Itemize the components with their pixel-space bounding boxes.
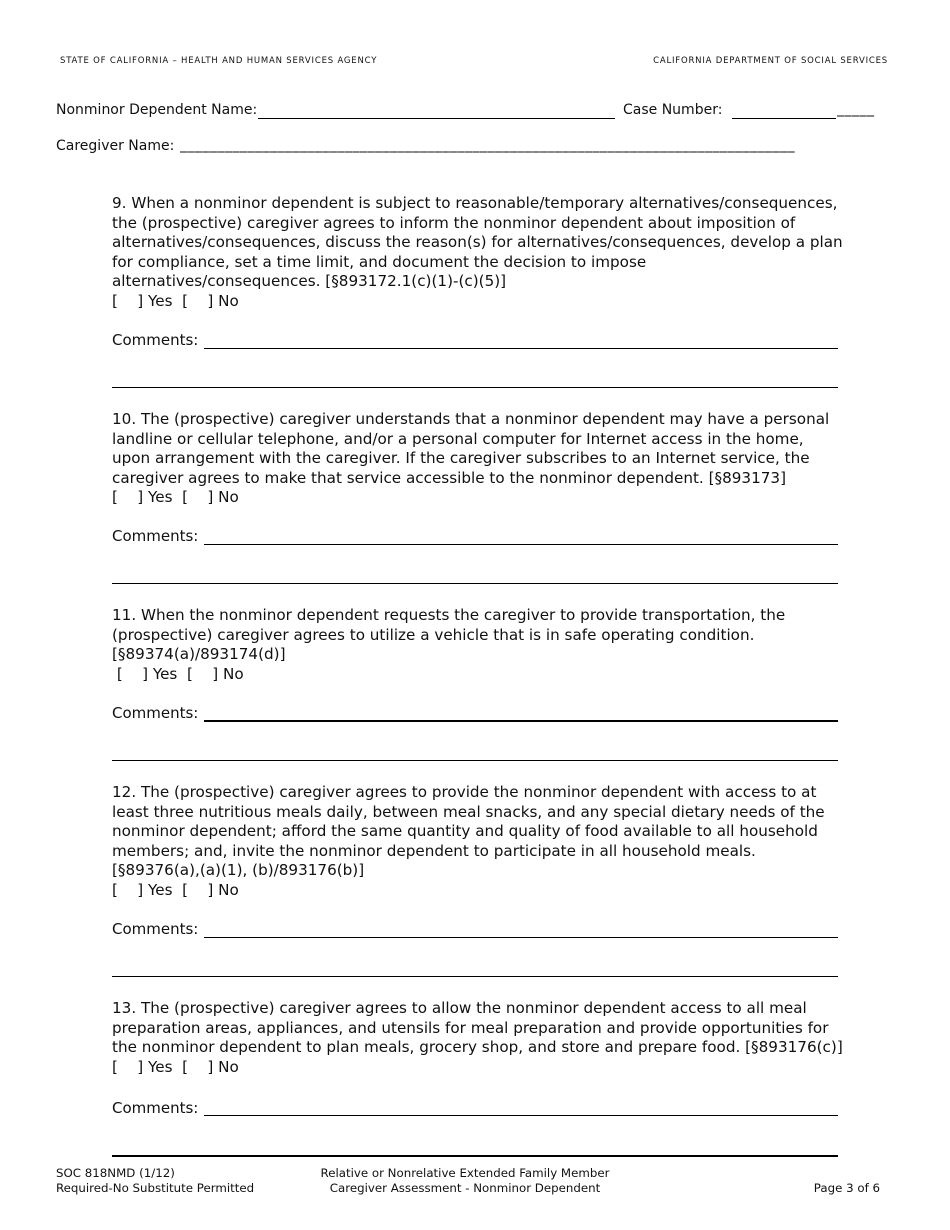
- question-text: 10. The (prospective) caregiver understands that a nonminor dependent may have a personal landline or cellular telephone, and/or a personal computer for Internet access in the home, upon arrangement with the caregiver. If the caregiver subscribes to an Internet service, the caregiver agrees to make that service accessible to the nonminor dependent. [§893173]: [112, 410, 830, 487]
- question-text: 12. The (prospective) caregiver agrees to provide the nonminor dependent with access to at least three nutritious meals daily, between meal snacks, and any special dietary needs of the nonminor dependent; afford the same quantity and quality of food available to all household members; and, invite the nonminor dependent to participate in all household meals. [§89376(a),(a)(1), (b)/893176(b)]: [112, 783, 825, 880]
- comments-field[interactable]: [204, 1115, 838, 1116]
- form-note: Required-No Substitute Permitted: [56, 1181, 255, 1195]
- caregiver-name-field[interactable]: __________________________________________________________________________________: [180, 137, 795, 153]
- footer-form-title: [300, 1166, 630, 1196]
- form-title-line-2: Caregiver Assessment - Nonminor Dependent: [329, 1181, 601, 1195]
- comments-label: Comments:: [112, 527, 199, 545]
- question-12: [112, 783, 844, 901]
- comments-field-line-2[interactable]: [112, 387, 838, 388]
- comments-field[interactable]: [204, 348, 838, 349]
- question-text: 13. The (prospective) caregiver agrees to allow the nonminor dependent access to all meal preparation areas, appliances, and utensils for meal preparation and provide opportunities for the nonminor dependent to plan meals, grocery shop, and store and prepare food. [§893176(c)]: [112, 999, 843, 1057]
- comments-field-line-2[interactable]: [112, 976, 838, 977]
- footer-form-info: [56, 1166, 254, 1196]
- comments-label: Comments:: [112, 920, 199, 938]
- comments-label: Comments:: [112, 704, 199, 722]
- case-number-dashes: _____: [837, 101, 875, 117]
- question-text: 9. When a nonminor dependent is subject to reasonable/temporary alternatives/consequences, the (prospective) caregiver agrees to inform the nonminor dependent about imposition of alternatives/consequences, discuss the reason(s) for alternatives/consequences, develop a plan for compliance, set a time limit, and document the decision to impose alternatives/consequences. [§893172.1(c)(1)-(c)(5)]: [112, 194, 843, 291]
- yes-no-options[interactable]: [ ] Yes [ ] No: [112, 1057, 239, 1076]
- comments-field[interactable]: [204, 544, 838, 545]
- yes-no-options[interactable]: [ ] Yes [ ] No: [112, 291, 239, 310]
- question-13: [112, 999, 844, 1077]
- form-title-line-1: Relative or Nonrelative Extended Family Member: [320, 1166, 610, 1180]
- case-number-field[interactable]: [732, 118, 836, 119]
- yes-no-options[interactable]: [ ] Yes [ ] No: [112, 880, 239, 899]
- nonminor-name-field[interactable]: [258, 118, 615, 119]
- form-id: SOC 818NMD (1/12): [56, 1166, 175, 1180]
- caregiver-name-label: Caregiver Name:: [56, 138, 175, 154]
- comments-field-line-2[interactable]: [112, 583, 838, 584]
- comments-field[interactable]: [204, 720, 838, 722]
- question-text: 11. When the nonminor dependent requests the caregiver to provide transportation, the (prospective) caregiver agrees to utilize a vehicle that is in safe operating condition. [§89374(a)/893174(d)]: [112, 606, 786, 664]
- department-header: CALIFORNIA DEPARTMENT OF SOCIAL SERVICES: [653, 56, 888, 66]
- comments-label: Comments:: [112, 331, 199, 349]
- question-9: [112, 194, 844, 312]
- comments-field-line-2[interactable]: [112, 760, 838, 761]
- comments-field[interactable]: [204, 937, 838, 938]
- comments-field-line-2[interactable]: [112, 1155, 838, 1157]
- case-number-label: Case Number:: [623, 102, 723, 118]
- question-10: [112, 410, 844, 508]
- page-number: Page 3 of 6: [813, 1181, 880, 1195]
- yes-no-options[interactable]: [ ] Yes [ ] No: [112, 664, 244, 683]
- yes-no-options[interactable]: [ ] Yes [ ] No: [112, 488, 239, 507]
- question-11: [112, 606, 844, 684]
- agency-header: STATE OF CALIFORNIA – HEALTH AND HUMAN SERVICES AGENCY: [60, 56, 378, 66]
- comments-label: Comments:: [112, 1099, 199, 1117]
- nonminor-name-label: Nonminor Dependent Name:: [56, 102, 258, 118]
